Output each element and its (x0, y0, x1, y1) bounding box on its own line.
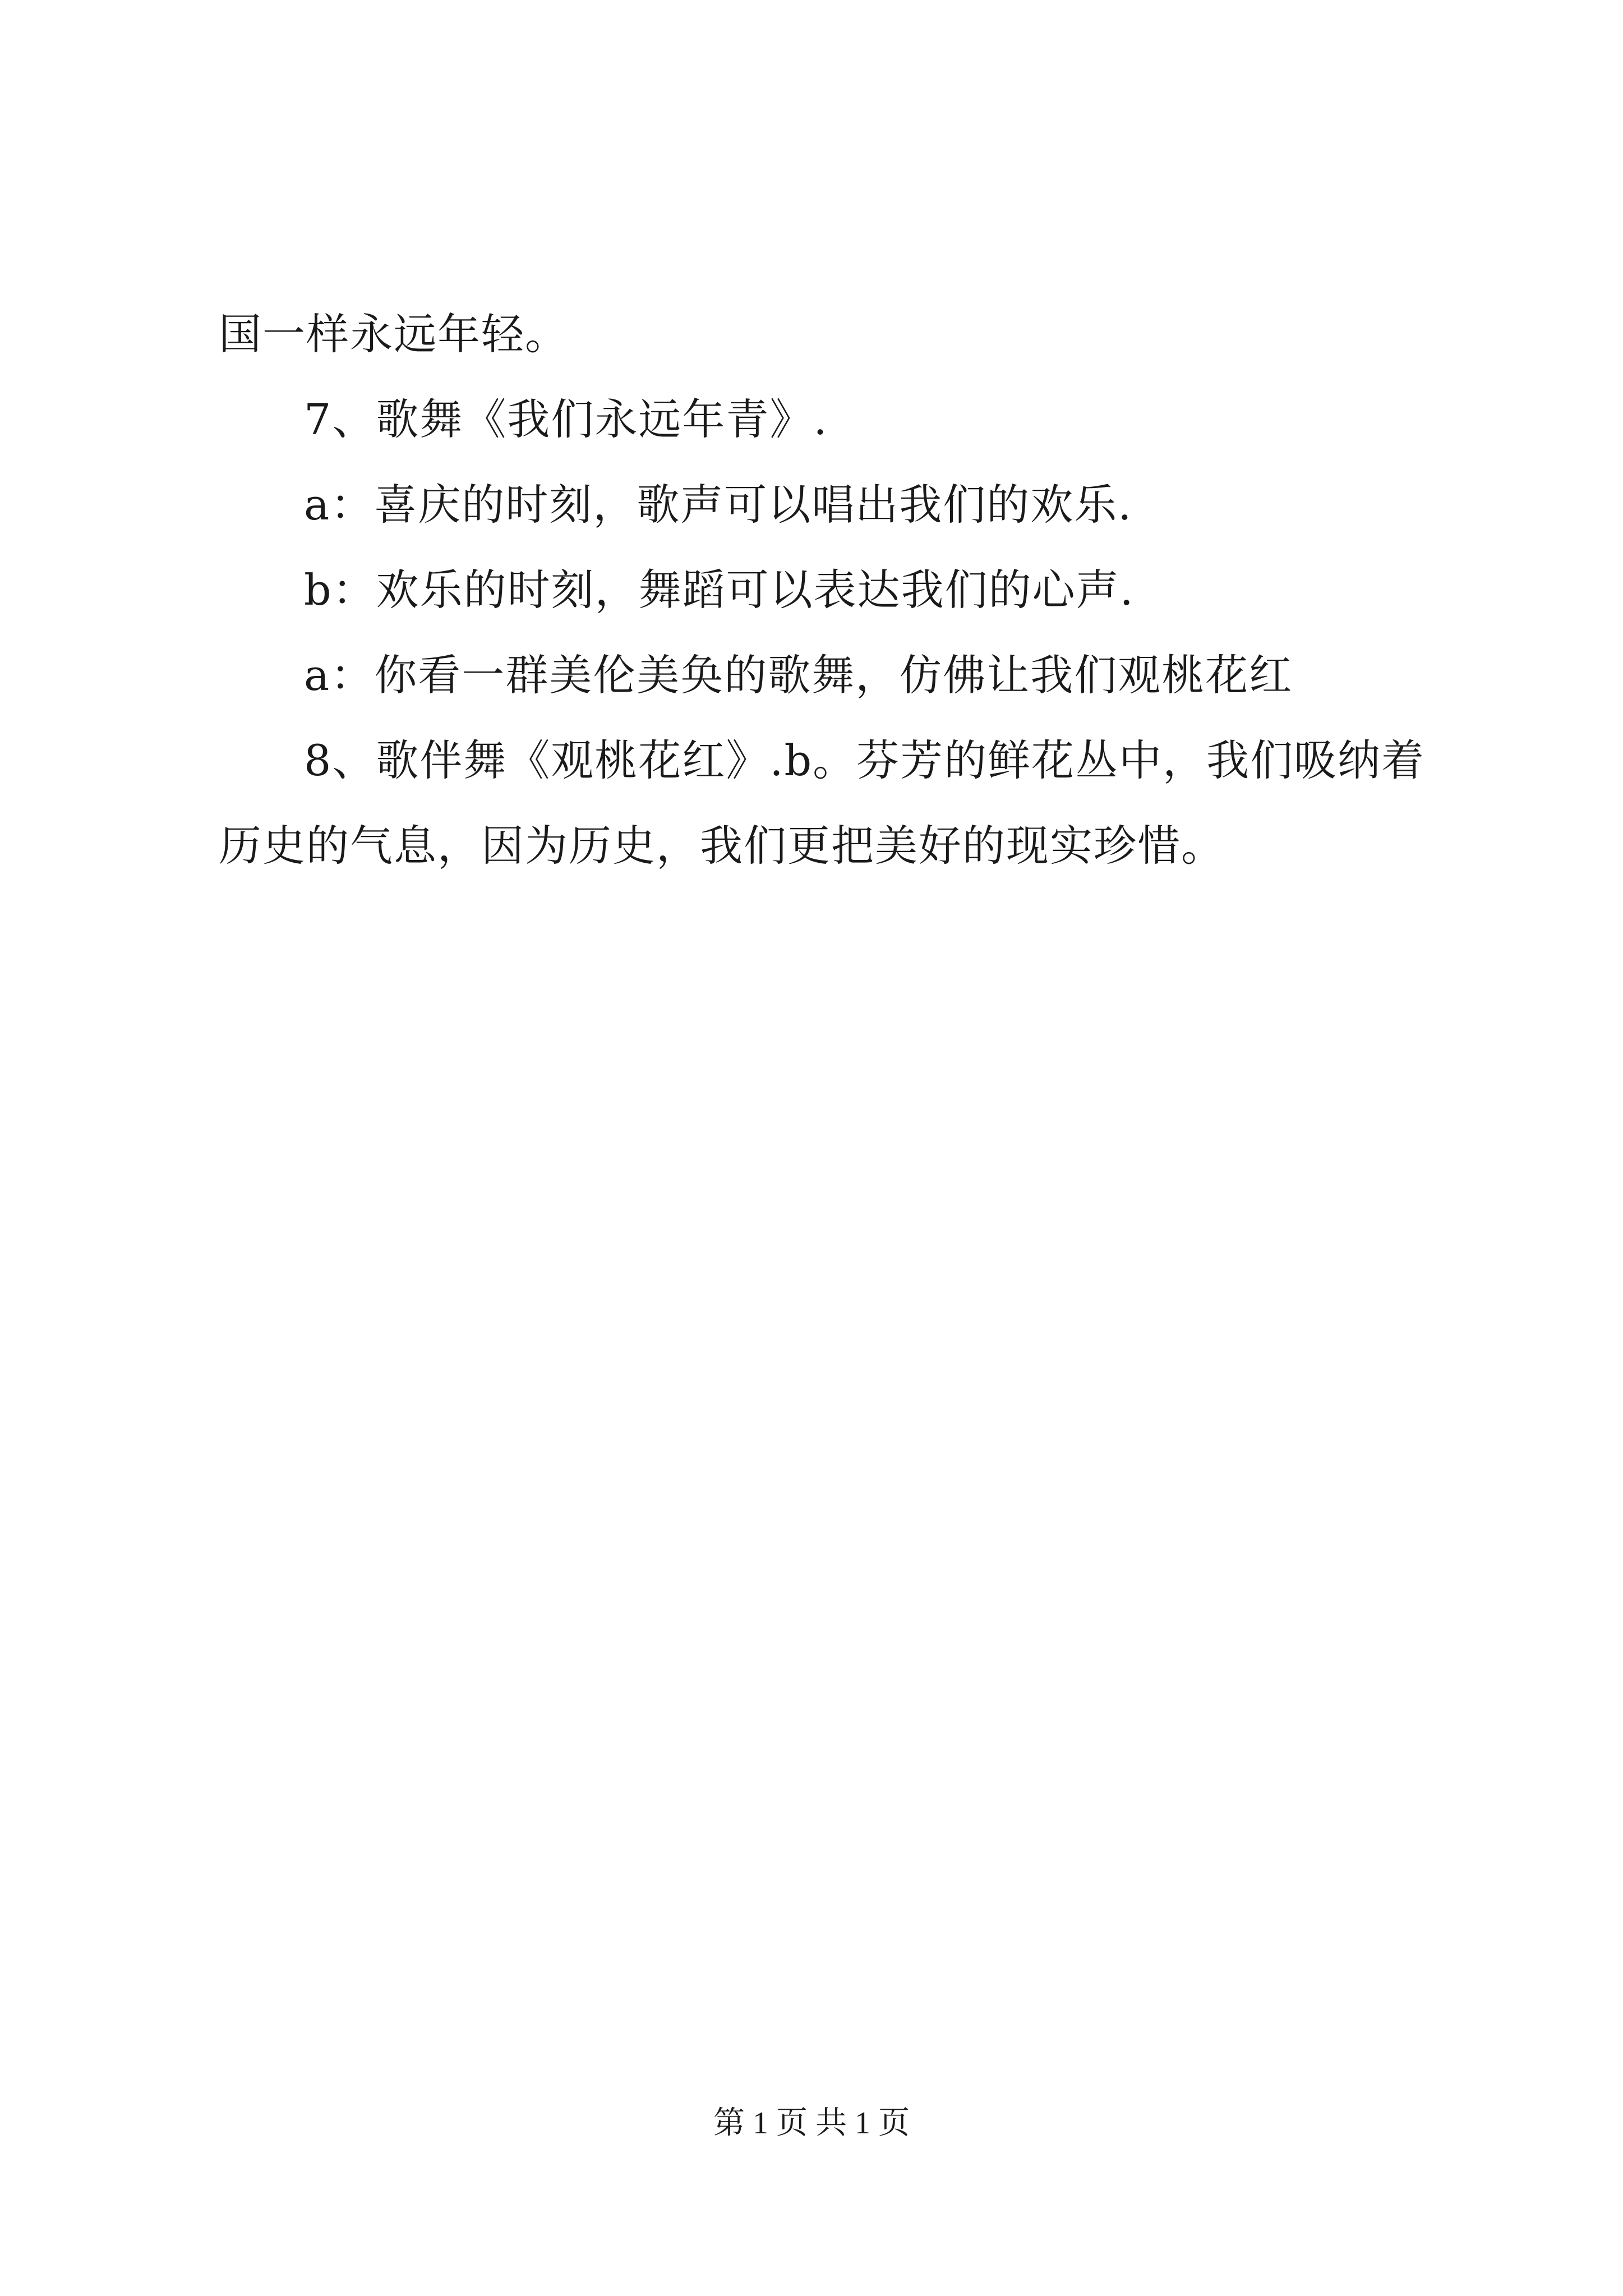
paragraph-line: 8、歌伴舞《观桃花红》.b。芬芳的鲜花丛中，我们吸纳着 (304, 735, 1426, 785)
page-number-footer: 第 1 页 共 1 页 (713, 2106, 910, 2141)
paragraph-line: b：欢乐的时刻，舞蹈可以表达我们的心声. (304, 565, 1135, 615)
paragraph-line: 7、歌舞《我们永远年青》. (304, 394, 828, 444)
document-body (219, 292, 1426, 889)
paragraph-line: a：你看一群美伦美奂的歌舞，仿佛让我们观桃花红 (304, 650, 1293, 700)
paragraph-line: 国一样永远年轻。 (219, 309, 569, 359)
paragraph-line: a：喜庆的时刻，歌声可以唱出我们的欢乐. (304, 480, 1133, 530)
paragraph-line: 历史的气息，因为历史，我们更把美好的现实珍惜。 (219, 821, 1225, 871)
